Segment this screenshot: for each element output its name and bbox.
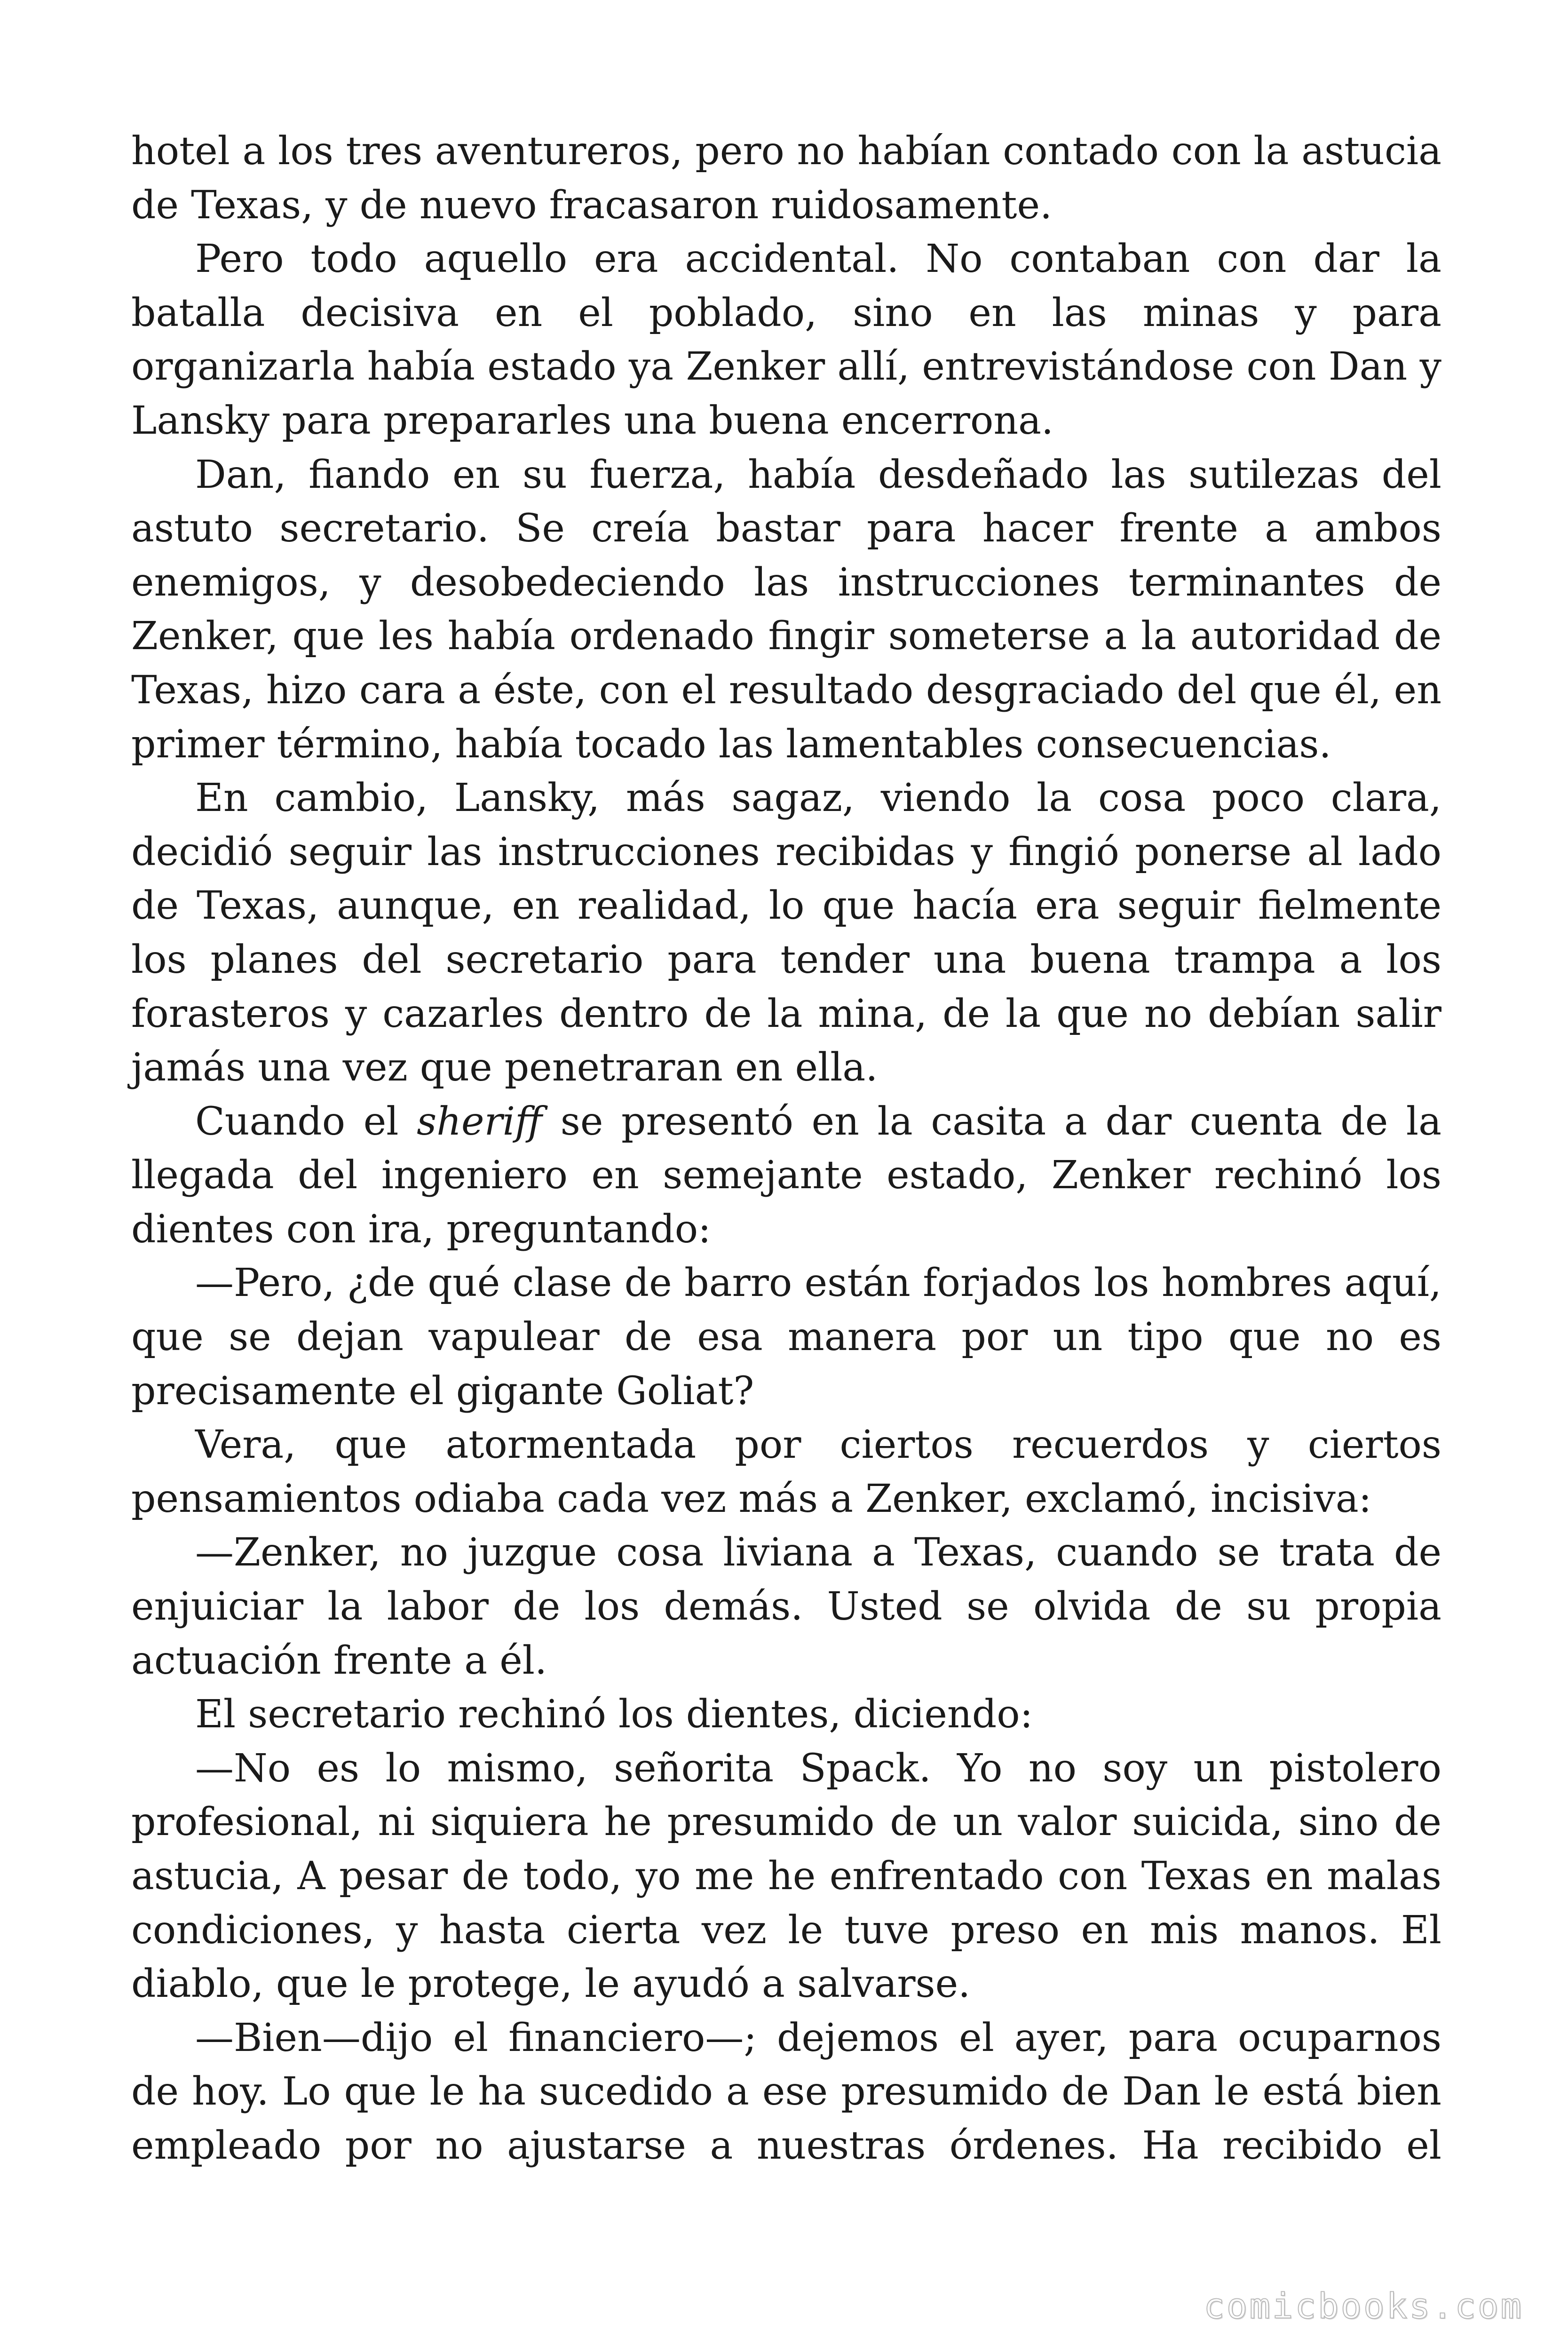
paragraph: Dan, fiando en su fuerza, había desdeñado las sutilezas del astuto secretario. Se creía bastar para hacer frente a ambos enemigos, y desobedeciendo las instrucciones terminantes de Zenker, que les había ordenado fingir someterse a la autoridad de Texas, hizo cara a éste, con el resultado desgraciado del que él, en primer término, había tocado las lamentables consecuencias. [131,452,1441,767]
watermark: comicbooks.com [1204,2286,1523,2327]
paragraph [131,1095,1441,1257]
book-page-text [131,125,1441,2173]
paragraph: En cambio, Lansky, más sagaz, viendo la cosa poco clara, decidió seguir las instrucciones recibidas y fingió ponerse al lado de Texas, aunque, en realidad, lo que hacía era seguir fielmente los planes del secretario para tender una buena trampa a los forasteros y cazarles dentro de la mina, de la que no debían salir jamás una vez que penetraran en ella. [131,776,1441,1090]
paragraph-text: se presentó en la casita a dar cuenta de la llegada del ingeniero en semejante estado, Zenker rechinó los dientes con ira, preguntando: [131,1099,1441,1252]
paragraph-text: Cuando el [195,1099,417,1144]
paragraph: —Zenker, no juzgue cosa liviana a Texas, cuando se trata de enjuiciar la labor de los demás. Usted se olvida de su propia actuación frente a él. [131,1530,1441,1683]
italic-term: sheriff [417,1099,543,1144]
paragraph: hotel a los tres aventureros, pero no habían contado con la astucia de Texas, y de nuevo fracasaron ruidosamente. [131,129,1441,228]
paragraph: —Pero, ¿de qué clase de barro están forjados los hombres aquí, que se dejan vapulear de esa manera por un tipo que no es precisamente el gigante Goliat? [131,1261,1441,1414]
paragraph: —No es lo mismo, señorita Spack. Yo no soy un pistolero profesional, ni siquiera he presumido de un valor suicida, sino de astucia, A pesar de todo, yo me he enfrentado con Texas en malas condiciones, y hasta cierta vez le tuve preso en mis manos. El diablo, que le protege, le ayudó a salvarse. [131,1746,1441,2007]
paragraph: Pero todo aquello era accidental. No contaban con dar la batalla decisiva en el poblado, sino en las minas y para organizarla había estado ya Zenker allí, entrevistándose con Dan y Lansky para prepararles una buena encerrona. [131,237,1441,443]
paragraph: —Bien—dijo el financiero—; dejemos el ayer, para ocuparnos de hoy. Lo que le ha sucedido a ese presumido de Dan le está bien empleado por no ajustarse a nuestras órdenes. Ha recibido el [131,2015,1441,2168]
paragraph: El secretario rechinó los dientes, diciendo: [195,1692,1033,1737]
paragraph: Vera, que atormentada por ciertos recuerdos y ciertos pensamientos odiaba cada vez más a Zenker, exclamó, incisiva: [131,1422,1441,1521]
